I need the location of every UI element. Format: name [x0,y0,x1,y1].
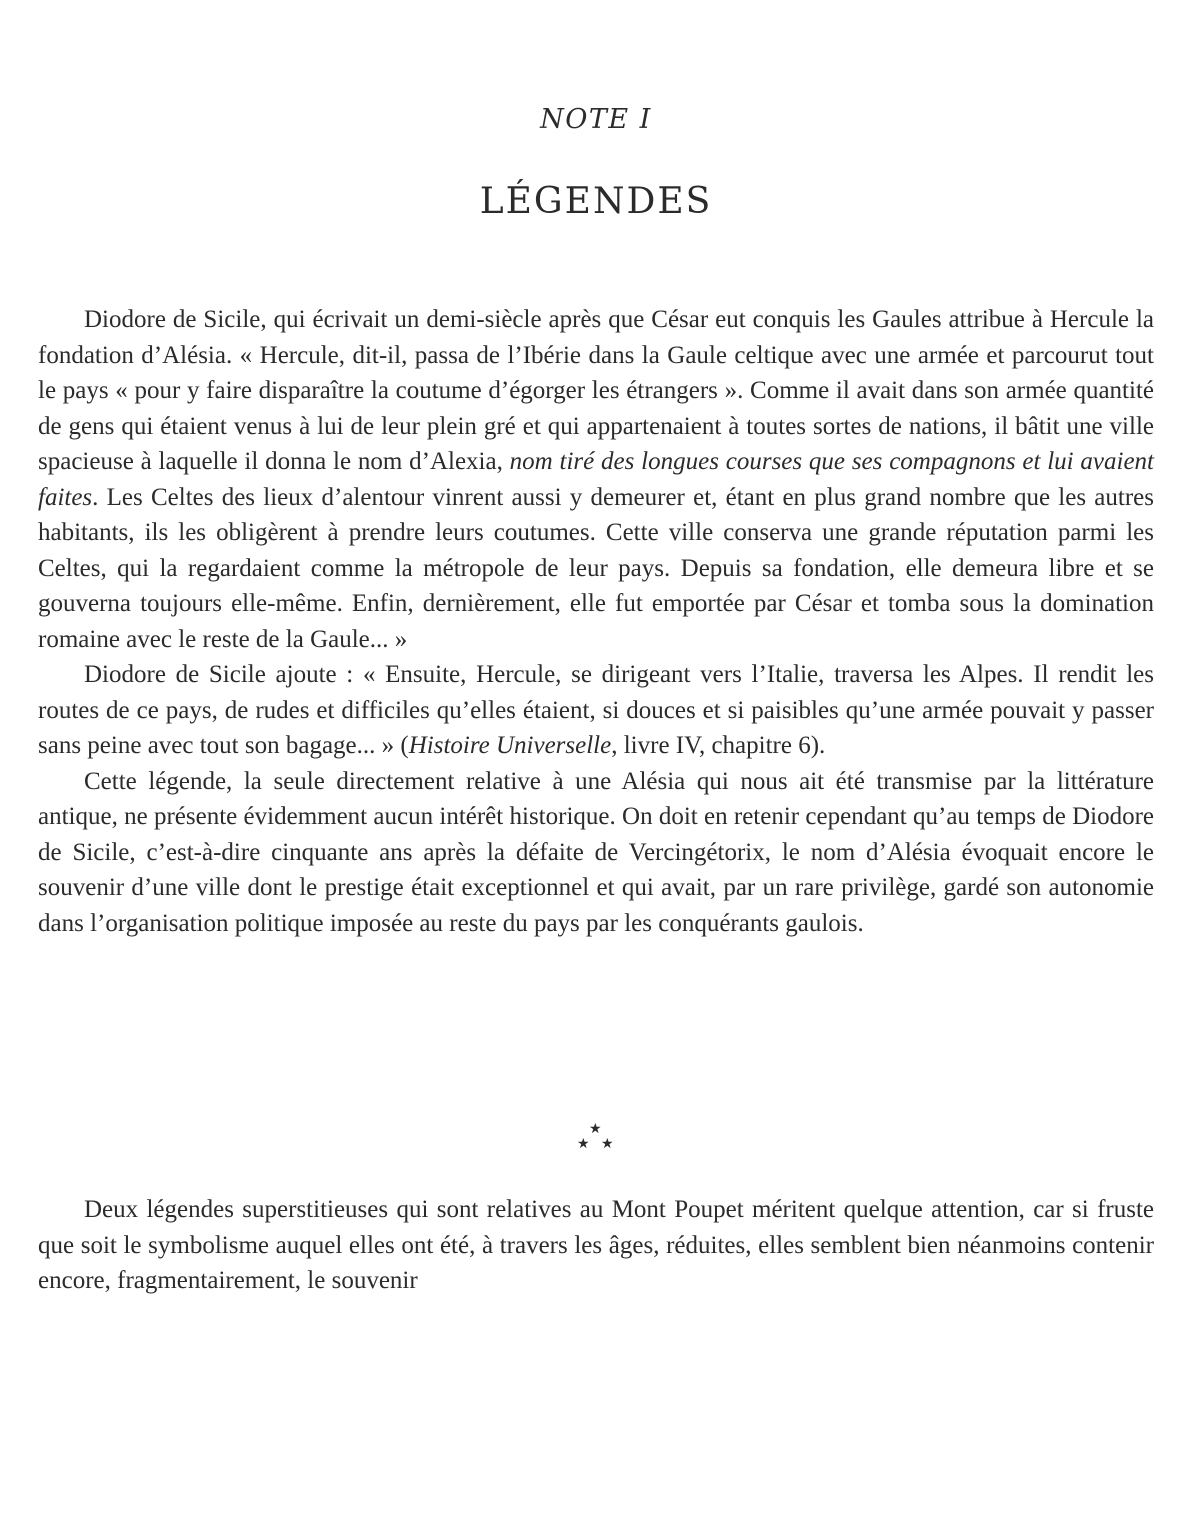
note-label: NOTE I [540,104,652,135]
italic-quote: nom tiré des longues courses que ses compagnons et lui avaient faites [38,448,1155,511]
text-block-first [38,302,1154,941]
chapter-title: LÉGENDES [479,181,713,222]
asterism-divider [38,1122,1154,1162]
document-page [38,0,1154,1527]
star-icon: ★ [577,1136,590,1152]
paragraph-text: Deux légendes superstitieuses qui sont relatives au Mont Poupet méritent quelque attention, car si fruste que soit le symbolisme auquel elles ont été, à travers les âges, réduites, elles semblent bien néanmoins contenir encore, fragmentairement, le souvenir [38,1196,1154,1294]
paragraph-text: , livre IV, chapitre 6). [611,732,826,759]
paragraph-legend-analysis [38,764,1154,942]
paragraph-text: . Les Celtes des lieux d’alentour vinrent aussi y demeurer et, étant en plus grand nombre que les autres habitants, ils les obligèrent à prendre leurs coutumes. Cette ville conserva une grande réputation parmi les Celtes, qui la regardaient comme la métropole de leur pays. Depuis sa fondation, elle demeura libre et se gouverna toujours elle-même. Enfin, dernièrement, elle fut emportée par César et tomba sous la domination romaine avec le reste de la Gaule... » [38,483,1154,653]
star-icon: ★ [601,1136,614,1152]
paragraph-text: Cette légende, la seule directement relative à une Alésia qui nous ait été transmise par la littérature antique, ne présente évidemment aucun intérêt historique. On doit en retenir cependant qu’au temps de Diodore de Sicile, c’est-à-dire cinquante ans après la défaite de Vercingétorix, le nom d’Alésia évoquait encore le souvenir d’une ville dont le prestige était exceptionnel et qui avait, par un rare privilège, gardé son autonomie dans l’organisation politique imposée au reste du pays par les conquérants gaulois. [38,767,1154,937]
paragraph-diodore-alps [38,657,1154,764]
star-icon: ★ [589,1121,602,1137]
paragraph-mont-poupet [38,1192,1154,1299]
paragraph-text: Diodore de Sicile, qui écrivait un demi-siècle après que César eut conquis les Gaules attribue à Hercule la fondation d’Alésia. « Hercule, dit-il, passa de l’Ibérie dans la Gaule celtique avec une armée et parcourut tout le pays « pour y faire disparaître la coutume d’égorger les étrangers ». Comme il avait dans son armée quantité de gens qui étaient venus à lui de leur plein gré et qui appartenaient à toutes sortes de nations, il bâtit une ville spacieuse à laquelle il donna le nom d’Alexia, [38,306,1154,475]
book-title: Histoire Universelle [408,732,612,759]
paragraph-diodore-foundation [38,302,1154,657]
paragraph-text: Diodore de Sicile ajoute : « Ensuite, Hercule, se dirigeant vers l’Italie, traversa les Alpes. Il rendit les routes de ce pays, de rudes et difficiles qu’elles étaient, si douces et si paisibles qu’une armée pouvait y passer sans peine avec tout son bagage... » ( [38,661,1154,759]
text-block-second [38,1192,1154,1299]
